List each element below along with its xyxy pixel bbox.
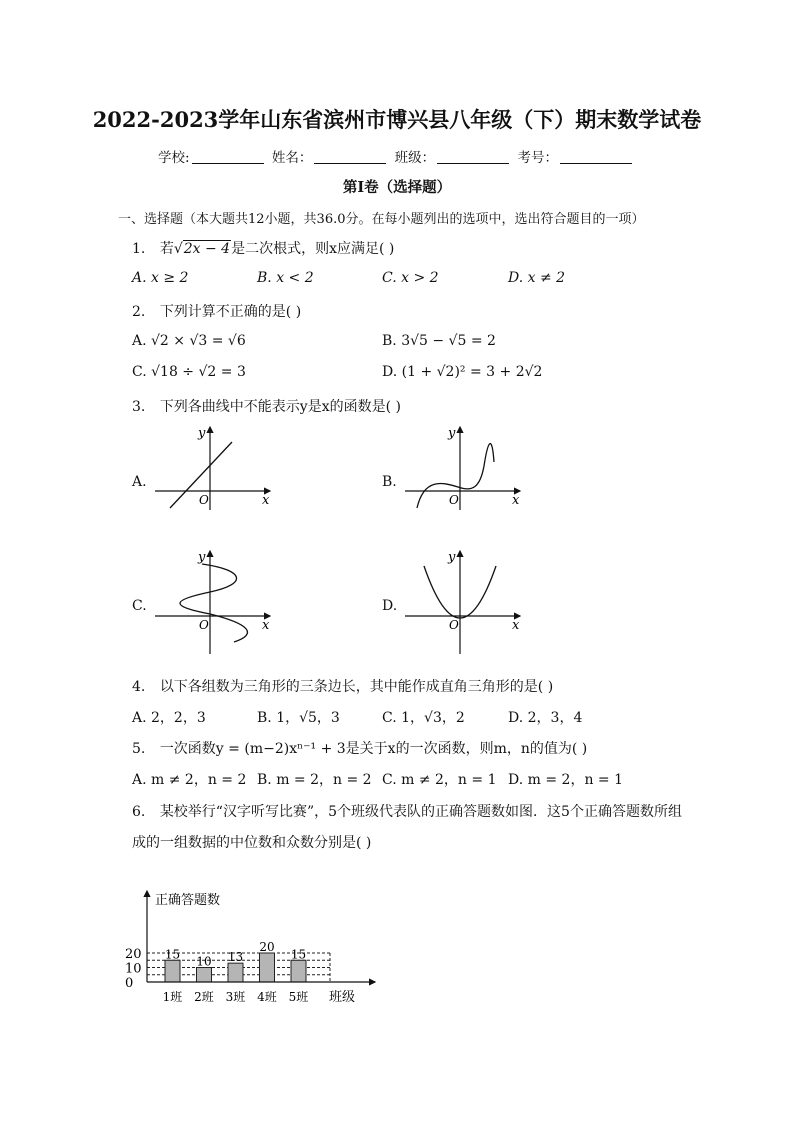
q1-post: 是二次根式，则x应满足( )	[231, 241, 395, 257]
chart-y-tick-label: 10	[125, 961, 142, 977]
q1-option-c[interactable]: C. x > 2	[382, 270, 439, 286]
chart-category-label: 2班	[194, 990, 214, 1004]
q1-option-b[interactable]: B. x < 2	[257, 270, 314, 286]
chart-value-label: 10	[196, 954, 212, 969]
q6-line2: 成的一组数据的中位数和众数分别是( )	[132, 835, 372, 851]
chart-category-label: 3班	[225, 990, 246, 1004]
chart-value-label: 15	[164, 947, 181, 962]
q1-pre: 若	[159, 241, 174, 257]
student-info-row	[0, 146, 794, 166]
q2-option-c[interactable]: C. √18 ÷ √2 = 3	[132, 364, 246, 380]
class-blank[interactable]	[437, 151, 509, 164]
curve-s-shape	[180, 564, 248, 642]
q3-text: 下列各曲线中不能表示y是x的函数是( )	[159, 399, 401, 415]
q2-option-d[interactable]: D. (1 + √2)² = 3 + 2√2	[382, 364, 543, 380]
q5-option-a[interactable]: A. m ≠ 2，n = 2	[132, 772, 247, 788]
exam-no-blank[interactable]	[560, 151, 632, 164]
q3-graph-a[interactable]	[150, 422, 275, 512]
y-axis-label: y	[198, 426, 206, 441]
q2-option-a[interactable]: A. √2 × √3 = √6	[132, 333, 246, 349]
instructions: 一、选择题（本大题共12小题，共36.0分。在每小题列出的选项中，选出符合题目的一项）	[118, 212, 645, 227]
section-heading: 第I卷（选择题）	[342, 179, 452, 196]
q1-radicand: 2x − 4	[183, 241, 231, 257]
q4-option-d[interactable]: D. 2，3，4	[508, 710, 583, 726]
chart-bar	[260, 953, 275, 982]
question-2	[132, 301, 301, 321]
q4-option-b[interactable]: B. 1，√5，3	[257, 710, 340, 726]
exam-no-label: 考号：	[517, 150, 558, 166]
chart-bar	[228, 963, 243, 982]
chart-category-label: 5班	[288, 990, 309, 1004]
q3-option-b-label[interactable]: B.	[382, 474, 397, 490]
q3-option-d-label[interactable]: D.	[382, 598, 398, 614]
x-axis-label: x	[512, 618, 520, 633]
q1-root-sign: √	[173, 241, 183, 257]
q2-text: 下列计算不正确的是( )	[159, 304, 302, 320]
origin-label: O	[199, 618, 209, 632]
school-blank[interactable]	[192, 151, 264, 164]
q6-bar-chart	[120, 885, 380, 1010]
chart-category-label: 4班	[257, 990, 277, 1004]
q3-option-c-label[interactable]: C.	[132, 598, 147, 614]
chart-value-label: 15	[290, 947, 307, 962]
q5-option-c[interactable]: C. m ≠ 2，n = 1	[382, 772, 497, 788]
school-label: 学校:	[158, 150, 190, 166]
q4-option-a[interactable]: A. 2，2，3	[132, 710, 206, 726]
question-1	[132, 238, 394, 258]
x-axis-label: x	[512, 493, 520, 508]
q5-option-b[interactable]: B. m = 2，n = 2	[257, 772, 372, 788]
q1-number: 1.	[132, 241, 146, 257]
q3-graph-b[interactable]	[400, 422, 525, 512]
question-6	[132, 801, 682, 821]
y-axis-label: y	[448, 426, 456, 441]
chart-bar	[165, 960, 180, 982]
chart-value-label: 13	[227, 950, 244, 965]
q3-number: 3.	[132, 399, 146, 415]
page-title: 2022-2023学年山东省滨州市博兴县八年级（下）期末数学试卷	[92, 107, 702, 132]
q2-number: 2.	[132, 304, 146, 320]
q4-number: 4.	[132, 679, 146, 695]
chart-value-label: 20	[259, 940, 275, 954]
chart-category-label: 1班	[162, 990, 183, 1004]
name-label: 姓名：	[271, 150, 313, 166]
q1-option-a[interactable]: A. x ≥ 2	[132, 270, 189, 286]
q4-text: 以下各组数为三角形的三条边长，其中能作成直角三角形的是( )	[159, 679, 554, 695]
q5-option-d[interactable]: D. m = 2，n = 1	[508, 772, 623, 788]
chart-y-tick-label: 20	[125, 947, 142, 962]
chart-bar	[197, 968, 212, 983]
chart-x-label: 班级	[329, 990, 356, 1005]
class-label: 班级：	[394, 150, 436, 166]
y-axis-label: y	[448, 550, 456, 565]
q6-number: 6.	[132, 804, 146, 820]
q4-option-c[interactable]: C. 1，√3，2	[382, 710, 465, 726]
q5-number: 5.	[132, 741, 146, 757]
origin-label: O	[449, 618, 459, 632]
origin-label: O	[199, 493, 209, 507]
q6-line1: 某校举行“汉字听写比赛”，5个班级代表队的正确答题数如图．这5个正确答题数所组	[159, 804, 682, 820]
question-3	[132, 396, 401, 416]
chart-bar	[291, 960, 306, 982]
chart-title: 正确答题数	[155, 893, 221, 908]
name-blank[interactable]	[314, 151, 386, 164]
origin-label: O	[449, 493, 459, 507]
q1-option-d[interactable]: D. x ≠ 2	[508, 270, 566, 286]
x-axis-label: x	[262, 493, 270, 508]
question-4	[132, 676, 553, 696]
question-5	[132, 738, 587, 758]
y-axis-label: y	[198, 550, 206, 565]
q3-option-a-label[interactable]: A.	[132, 474, 147, 490]
q3-graph-d[interactable]	[400, 546, 525, 656]
q5-text: 一次函数y = (m−2)xⁿ⁻¹ + 3是关于x的一次函数，则m，n的值为( )	[159, 741, 588, 757]
x-axis-label: x	[262, 618, 270, 633]
q3-graph-c[interactable]	[150, 546, 275, 656]
chart-y-tick-label: 0	[125, 976, 134, 991]
q2-option-b[interactable]: B. 3√5 − √5 = 2	[382, 333, 496, 349]
